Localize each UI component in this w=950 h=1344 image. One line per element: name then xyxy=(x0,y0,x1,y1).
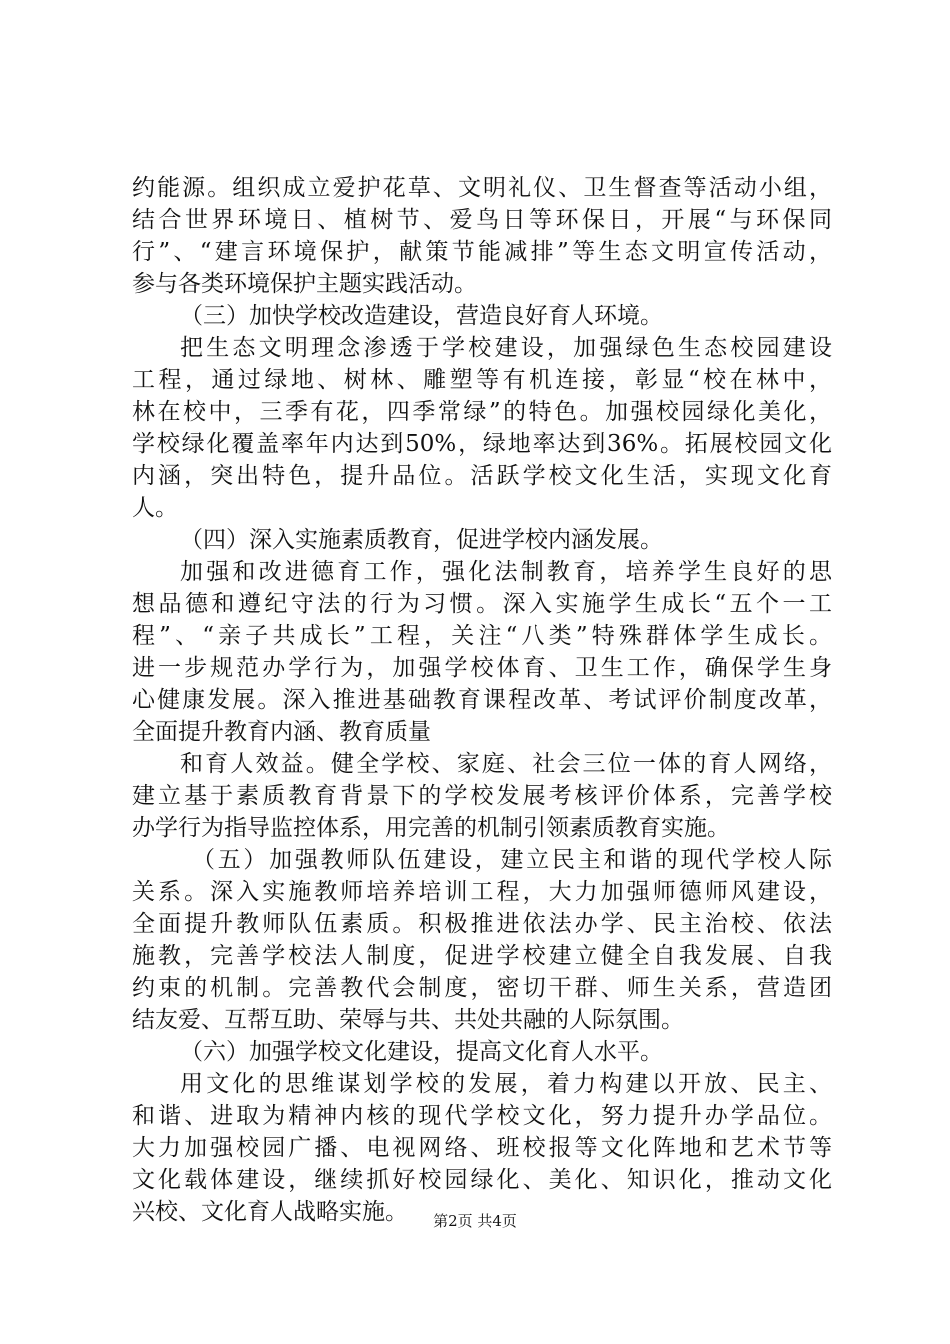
text-line: 心健康发展。深入推进基础教育课程改革、考试评价制度改革， xyxy=(132,687,832,713)
text-line: 办学行为指导监控体系，用完善的机制引领素质教育实施。 xyxy=(132,815,730,841)
text-line: 林在校中，三季有花，四季常绿”的特色。加强校园绿化美化， xyxy=(132,399,832,425)
text-line: 结友爱、互帮互助、荣辱与共、共处共融的人际氛围。 xyxy=(132,1007,684,1033)
text-line: 施教，完善学校法人制度，促进学校建立健全自我发展、自我 xyxy=(132,943,832,969)
document-body xyxy=(132,172,832,1228)
text-line: 进一步规范办学行为，加强学校体育、卫生工作，确保学生身 xyxy=(132,655,832,681)
text-line: 程”、“亲子共成长”工程，关注“八类”特殊群体学生成长。 xyxy=(132,623,832,649)
text-line: 把生态文明理念渗透于学校建设，加强绿色生态校园建设 xyxy=(180,335,832,361)
text-line: 和育人效益。健全学校、家庭、社会三位一体的育人网络， xyxy=(180,751,832,777)
text-line: 用文化的思维谋划学校的发展，着力构建以开放、民主、 xyxy=(180,1071,832,1097)
text-line: 文化载体建设，继续抓好校园绿化、美化、知识化，推动文化 xyxy=(132,1167,832,1193)
section-heading-3: （三）加快学校改造建设，营造良好育人环境。 xyxy=(180,303,663,329)
text-line: 结合世界环境日、植树节、爱鸟日等环保日，开展“与环保同 xyxy=(132,207,832,233)
section-heading-6: （六）加强学校文化建设，提高文化育人水平。 xyxy=(180,1039,663,1065)
text-line: 想品德和遵纪守法的行为习惯。深入实施学生成长“五个一工 xyxy=(132,591,832,617)
text-line: 约能源。组织成立爱护花草、文明礼仪、卫生督查等活动小组， xyxy=(132,175,832,201)
text-line: 加强和改进德育工作，强化法制教育，培养学生良好的思 xyxy=(180,559,832,585)
page-number-footer: 第2页 共4页 xyxy=(433,1212,517,1230)
section-heading-4: （四）深入实施素质教育，促进学校内涵发展。 xyxy=(180,527,663,553)
text-line: 约束的机制。完善教代会制度，密切干群、师生关系，营造团 xyxy=(132,975,832,1001)
text-line: 全面提升教育内涵、教育质量 xyxy=(132,719,431,745)
text-line: 学校绿化覆盖率年内达到50%，绿地率达到36%。拓展校园文化 xyxy=(132,431,832,457)
text-line: 行”、“建言环境保护，献策节能减排”等生态文明宣传活动， xyxy=(132,239,832,265)
text-line: 关系。深入实施教师培养培训工程，大力加强师德师风建设， xyxy=(132,879,832,905)
text-line: 内涵，突出特色，提升品位。活跃学校文化生活，实现文化育 xyxy=(132,463,832,489)
section-heading-5: （五）加强教师队伍建设，建立民主和谐的现代学校人际 xyxy=(192,847,832,873)
text-line: 人。 xyxy=(132,495,178,521)
text-line: 兴校、文化育人战略实施。 xyxy=(132,1199,408,1225)
text-line: 和谐、进取为精神内核的现代学校文化，努力提升办学品位。 xyxy=(132,1103,832,1129)
text-line: 全面提升教师队伍素质。积极推进依法办学、民主治校、依法 xyxy=(132,911,832,937)
text-line: 建立基于素质教育背景下的学校发展考核评价体系，完善学校 xyxy=(132,783,832,809)
text-line: 工程，通过绿地、树林、雕塑等有机连接，彰显“校在林中， xyxy=(132,367,832,393)
text-line: 大力加强校园广播、电视网络、班校报等文化阵地和艺术节等 xyxy=(132,1135,832,1161)
text-line: 参与各类环境保护主题实践活动。 xyxy=(132,271,477,297)
